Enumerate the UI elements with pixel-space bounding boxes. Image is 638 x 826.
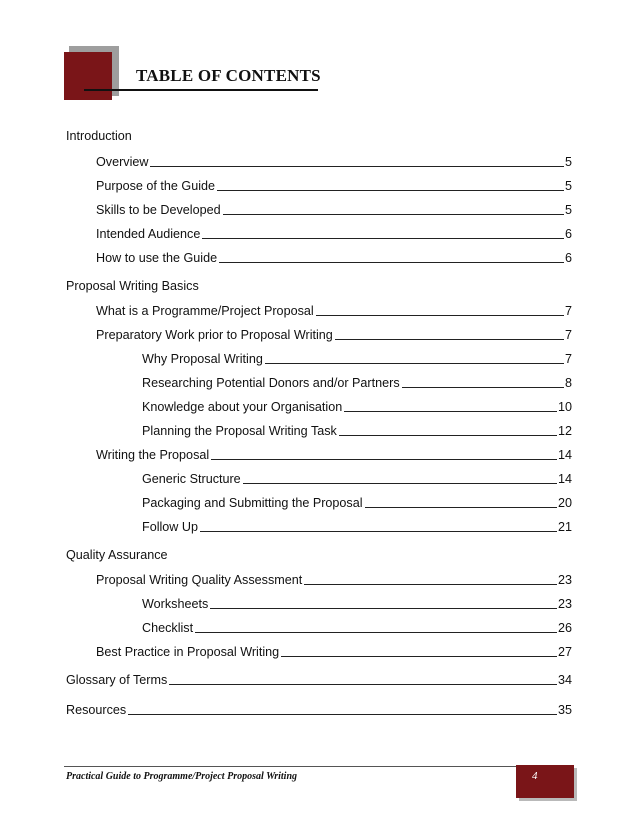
toc-entry-label: Resources: [66, 703, 127, 717]
toc-entry-page: 12: [557, 424, 572, 438]
toc-leader: [281, 656, 557, 657]
toc-entry[interactable]: [142, 423, 572, 439]
toc-leader: [316, 315, 564, 316]
toc-leader: [339, 435, 557, 436]
toc-section-proposal-writing-basics[interactable]: Proposal Writing Basics: [66, 279, 199, 293]
toc-entry-page: 21: [557, 520, 572, 534]
toc-entry-page: 23: [557, 597, 572, 611]
toc-entry[interactable]: [96, 327, 572, 343]
toc-entry[interactable]: [96, 447, 572, 463]
toc-leader: [304, 584, 557, 585]
toc-entry-label: Writing the Proposal: [96, 448, 210, 462]
toc-entry[interactable]: [96, 572, 572, 588]
toc-leader: [200, 531, 557, 532]
toc-entry-label: Worksheets: [142, 597, 209, 611]
toc-entry[interactable]: [142, 399, 572, 415]
toc-leader: [365, 507, 557, 508]
toc-entry[interactable]: [96, 250, 572, 266]
toc-leader: [169, 684, 557, 685]
toc-entry-label: Generic Structure: [142, 472, 241, 486]
page-number-box: [516, 765, 574, 798]
toc-leader: [219, 262, 564, 263]
toc-section-quality-assurance[interactable]: Quality Assurance: [66, 548, 168, 562]
toc-leader: [150, 166, 564, 167]
toc-entry-label: Overview: [96, 155, 149, 169]
toc-section-introduction[interactable]: Introduction: [66, 129, 132, 143]
toc-entry[interactable]: [142, 596, 572, 612]
toc-entry-label: What is a Programme/Project Proposal: [96, 304, 314, 318]
toc-entry-page: 14: [557, 448, 572, 462]
toc-entry[interactable]: [96, 202, 572, 218]
toc-entry-page: 26: [557, 621, 572, 635]
header-decoration-block: [64, 52, 112, 100]
toc-leader: [210, 608, 557, 609]
toc-leader: [344, 411, 557, 412]
toc-leader: [211, 459, 557, 460]
toc-entry-glossary[interactable]: [66, 672, 572, 688]
toc-entry-label: Glossary of Terms: [66, 673, 168, 687]
toc-leader: [265, 363, 564, 364]
toc-entry-page: 5: [564, 179, 572, 193]
toc-entry[interactable]: [96, 154, 572, 170]
toc-leader: [128, 714, 557, 715]
toc-leader: [402, 387, 564, 388]
page-title: TABLE OF CONTENTS: [136, 66, 321, 85]
toc-entry-label: Why Proposal Writing: [142, 352, 263, 366]
toc-entry[interactable]: [142, 375, 572, 391]
toc-entry-label: Proposal Writing Quality Assessment: [96, 573, 303, 587]
toc-entry-label: Intended Audience: [96, 227, 201, 241]
toc-entry-page: 7: [564, 352, 572, 366]
toc-entry-label: Planning the Proposal Writing Task: [142, 424, 337, 438]
toc-entry[interactable]: [142, 351, 572, 367]
toc-entry[interactable]: [96, 644, 572, 660]
toc-leader: [202, 238, 564, 239]
toc-entry-page: 35: [557, 703, 572, 717]
toc-entry-page: 14: [557, 472, 572, 486]
toc-entry-page: 6: [564, 251, 572, 265]
toc-entry-label: Follow Up: [142, 520, 198, 534]
toc-entry-label: Checklist: [142, 621, 194, 635]
toc-entry-label: Purpose of the Guide: [96, 179, 216, 193]
toc-entry-page: 20: [557, 496, 572, 510]
toc-leader: [217, 190, 564, 191]
toc-entry-label: Best Practice in Proposal Writing: [96, 645, 280, 659]
footer-document-title: Practical Guide to Programme/Project Proposal Writing: [66, 771, 298, 782]
toc-entry-page: 23: [557, 573, 572, 587]
toc-leader: [223, 214, 564, 215]
toc-entry-page: 6: [564, 227, 572, 241]
toc-entry-label: Skills to be Developed: [96, 203, 221, 217]
toc-entry[interactable]: [96, 226, 572, 242]
toc-entry[interactable]: [96, 303, 572, 319]
toc-entry-page: 5: [564, 155, 572, 169]
toc-entry-label: How to use the Guide: [96, 251, 218, 265]
toc-entry[interactable]: [142, 495, 572, 511]
toc-entry[interactable]: [142, 519, 572, 535]
toc-entry[interactable]: [96, 178, 572, 194]
header-underline: [84, 89, 318, 91]
page-number: 4: [532, 770, 538, 782]
toc-entry[interactable]: [142, 471, 572, 487]
toc-entry-label: Researching Potential Donors and/or Partners: [142, 376, 400, 390]
toc-entry-page: 27: [557, 645, 572, 659]
toc-leader: [243, 483, 557, 484]
toc-entry-resources[interactable]: [66, 702, 572, 718]
toc-entry-page: 7: [564, 328, 572, 342]
toc-entry-page: 7: [564, 304, 572, 318]
toc-leader: [335, 339, 564, 340]
toc-entry-label: Packaging and Submitting the Proposal: [142, 496, 363, 510]
toc-entry-page: 34: [557, 673, 572, 687]
toc-entry-page: 10: [557, 400, 572, 414]
toc-entry-page: 8: [564, 376, 572, 390]
footer-divider: [64, 766, 574, 767]
toc-entry-label: Preparatory Work prior to Proposal Writing: [96, 328, 333, 342]
toc-leader: [195, 632, 557, 633]
toc-entry-label: Knowledge about your Organisation: [142, 400, 343, 414]
toc-entry-page: 5: [564, 203, 572, 217]
toc-entry[interactable]: [142, 620, 572, 636]
